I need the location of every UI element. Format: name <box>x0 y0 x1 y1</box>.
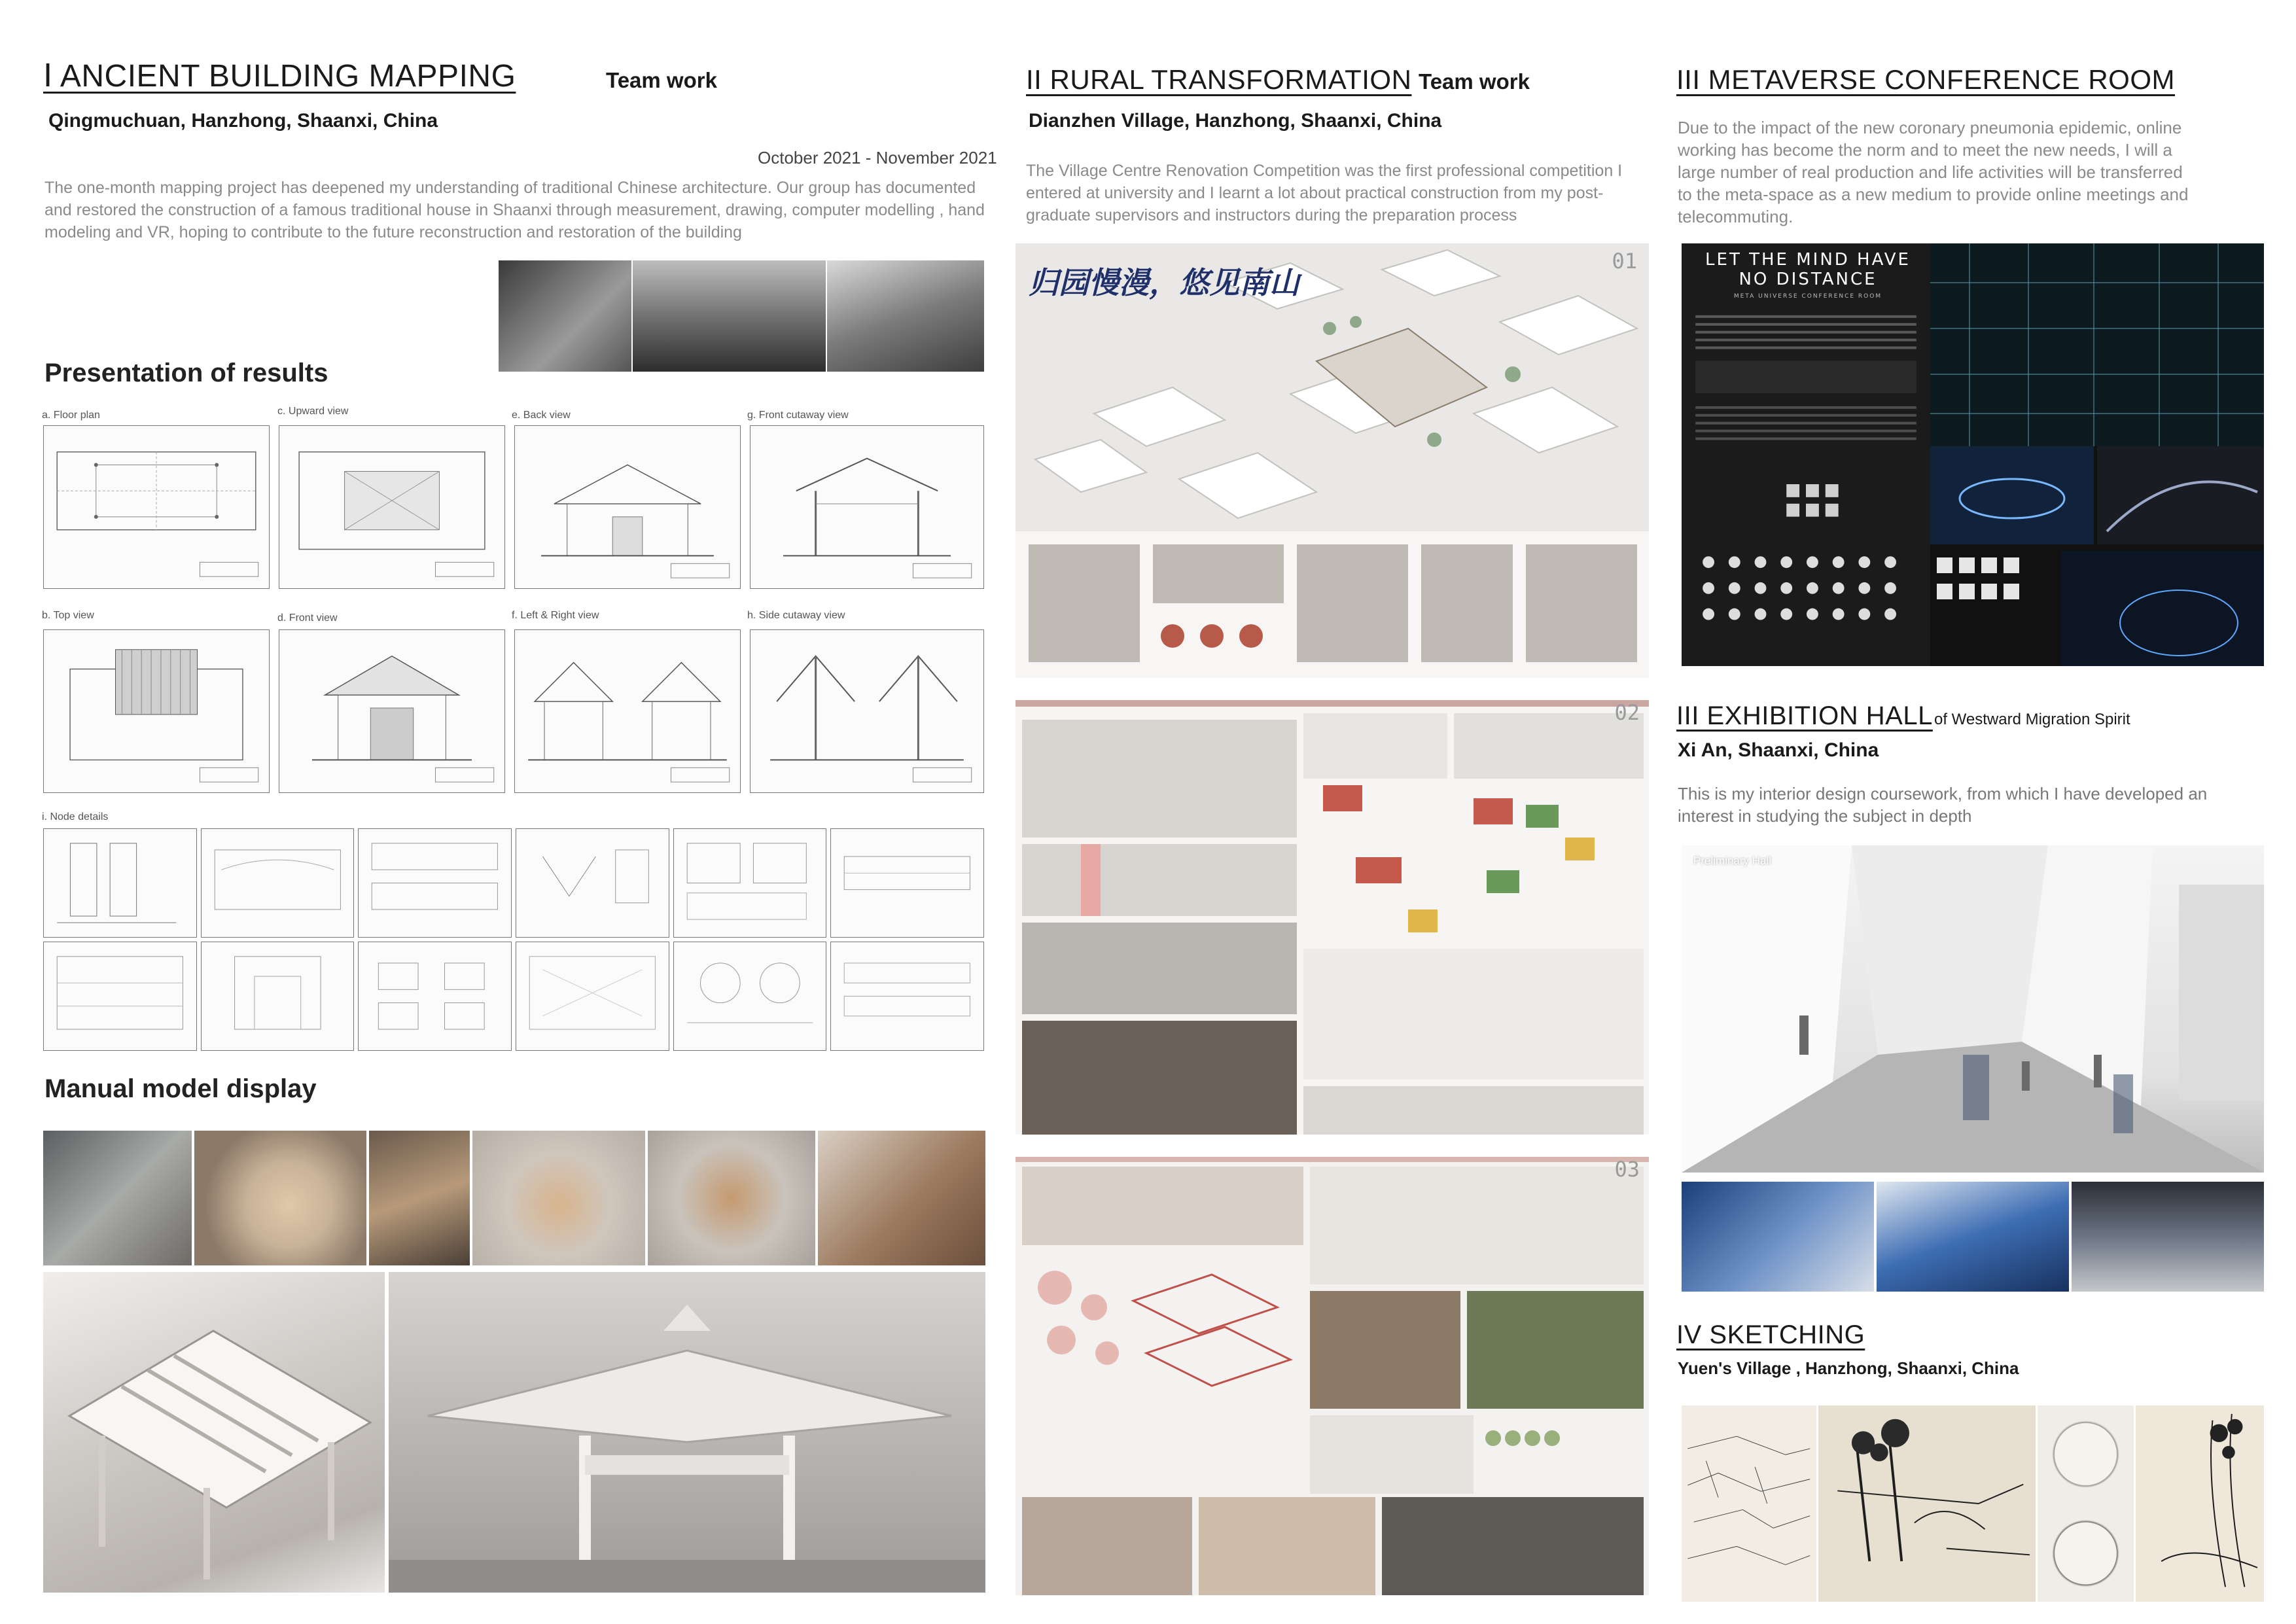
model-photo <box>43 1131 192 1265</box>
sketch-image <box>2038 1405 2134 1602</box>
panel-number: 01 <box>1612 249 1637 274</box>
node-detail-drawing <box>201 942 355 1051</box>
sketch-image <box>2136 1405 2264 1602</box>
floor-plan-drawing <box>43 425 270 589</box>
node-detail-drawing <box>673 942 827 1051</box>
front-cutaway-drawing <box>750 425 984 589</box>
rural-poster-title: 归园慢漫，悠见南山 <box>1029 265 1299 300</box>
metaverse-poster <box>1682 243 2264 666</box>
section3-title: III METAVERSE CONFERENCE ROOM <box>1676 64 2176 95</box>
sketch-strip <box>1682 1405 2264 1602</box>
node-detail-drawing <box>201 828 355 938</box>
node-detail-drawing <box>43 942 197 1051</box>
round-sketch <box>2038 1405 2134 1503</box>
section1-description: The one-month mapping project has deepened my understanding of traditional Chinese architecture. Our group has documented and restored the construction of a famous traditional house in Shaanxi through measurement, drawing, computer modelling , hand modeling and VR, hoping to contribute to the future reconstruction and restoration of the building <box>44 179 985 241</box>
section2-description: The Village Centre Renovation Competition was the first professional competition I entered at university and I learnt a lot about practical construction from my post-graduate supervisors and instructors during the preparation process <box>1026 162 1623 224</box>
upward-view-drawing <box>279 425 505 589</box>
exhibition-hall-render <box>1682 845 2264 1173</box>
section3-description: Due to the impact of the new coronary pneumonia epidemic, online working has become the norm and to meet the new needs, I will a large number of real production and life activities will be transferred to the meta-space as a new medium to provide online meetings and telecommuting. <box>1678 118 2189 226</box>
section5-title: IV SKETCHING <box>1676 1320 1865 1349</box>
round-sketch <box>2038 1505 2134 1602</box>
model-heading: Manual model display <box>44 1074 317 1103</box>
section1-title: Ⅰ ANCIENT BUILDING MAPPING <box>43 59 516 94</box>
model-photo <box>648 1131 815 1265</box>
section4-description: This is my interior design coursework, from which I have developed an interest in studying the subject in depth <box>1678 784 2208 826</box>
panel-number: 02 <box>1614 700 1640 725</box>
left-right-view-drawing <box>514 629 741 793</box>
top-view-drawing <box>43 629 270 793</box>
rural-poster-panel-02 <box>1016 700 1649 1135</box>
drawing-caption: g. Front cutaway view <box>747 410 849 421</box>
node-details-caption: i. Node details <box>42 811 109 822</box>
metaverse-poster-subline: META UNIVERSE CONFERENCE ROOM <box>1733 293 1882 300</box>
sketch-image <box>1818 1405 2036 1602</box>
drawing-caption: h. Side cutaway view <box>747 610 845 621</box>
sketch-image <box>1682 1405 1816 1602</box>
exhibition-photo-strip <box>1682 1182 2264 1292</box>
rural-poster-panel-01 <box>1016 243 1649 678</box>
node-detail-drawing <box>358 828 512 938</box>
results-heading: Presentation of results <box>44 359 328 387</box>
drawing-caption: e. Back view <box>512 410 571 421</box>
section1-team: Team work <box>606 68 717 92</box>
drawing-caption: d. Front view <box>277 612 338 624</box>
node-detail-drawing <box>358 942 512 1051</box>
section4-subtitle: of Westward Migration Spirit <box>1934 711 2130 728</box>
metaverse-poster-text-column <box>1682 243 1930 666</box>
exhibition-photo <box>1682 1182 1874 1292</box>
drawing-caption: b. Top view <box>42 610 94 621</box>
drawing-caption: a. Floor plan <box>42 410 100 421</box>
section1-location: Qingmuchuan, Hanzhong, Shaanxi, China <box>48 110 438 132</box>
section2-team: Team work <box>1419 69 1530 94</box>
section2-location: Dianzhen Village, Hanzhong, Shaanxi, China <box>1029 110 1442 132</box>
model-photo <box>818 1131 985 1265</box>
model-wide-photo <box>389 1272 985 1593</box>
model-photo-strip <box>43 1131 985 1265</box>
exhibition-photo <box>1877 1182 2069 1292</box>
node-detail-drawing <box>516 942 669 1051</box>
section4-location: Xi An, Shaanxi, China <box>1678 739 1879 761</box>
model-photo <box>194 1131 367 1265</box>
section1-date: October 2021 - November 2021 <box>758 148 997 168</box>
metaverse-poster-headline: LET THE MIND HAVE NO DISTANCE <box>1705 250 1911 289</box>
side-cutaway-drawing <box>750 629 984 793</box>
panel-number: 03 <box>1614 1157 1640 1182</box>
drawing-caption: c. Upward view <box>277 406 349 417</box>
team-photo <box>499 260 631 372</box>
node-details-grid <box>43 828 984 1051</box>
node-detail-drawing <box>516 828 669 938</box>
section2-title: II RURAL TRANSFORMATION <box>1026 64 1412 95</box>
node-detail-drawing <box>673 828 827 938</box>
node-detail-drawing <box>830 828 984 938</box>
section5-location: Yuen's Village , Hanzhong, Shaanxi, China <box>1678 1358 2019 1378</box>
node-detail-drawing <box>830 942 984 1051</box>
section4-title: III EXHIBITION HALL <box>1676 701 1933 730</box>
rural-poster-panel-03 <box>1016 1157 1649 1595</box>
model-closeup-photo <box>43 1272 385 1593</box>
hall-label: Preliminary Hall <box>1693 855 1772 867</box>
back-view-drawing <box>514 425 741 589</box>
drawing-caption: f. Left & Right view <box>512 610 599 621</box>
team-photo <box>633 260 826 372</box>
team-photo-strip <box>499 260 984 372</box>
model-photo <box>369 1131 470 1265</box>
team-photo <box>827 260 984 372</box>
front-view-drawing <box>279 629 505 793</box>
model-photo <box>472 1131 645 1265</box>
exhibition-photo <box>2072 1182 2264 1292</box>
node-detail-drawing <box>43 828 197 938</box>
